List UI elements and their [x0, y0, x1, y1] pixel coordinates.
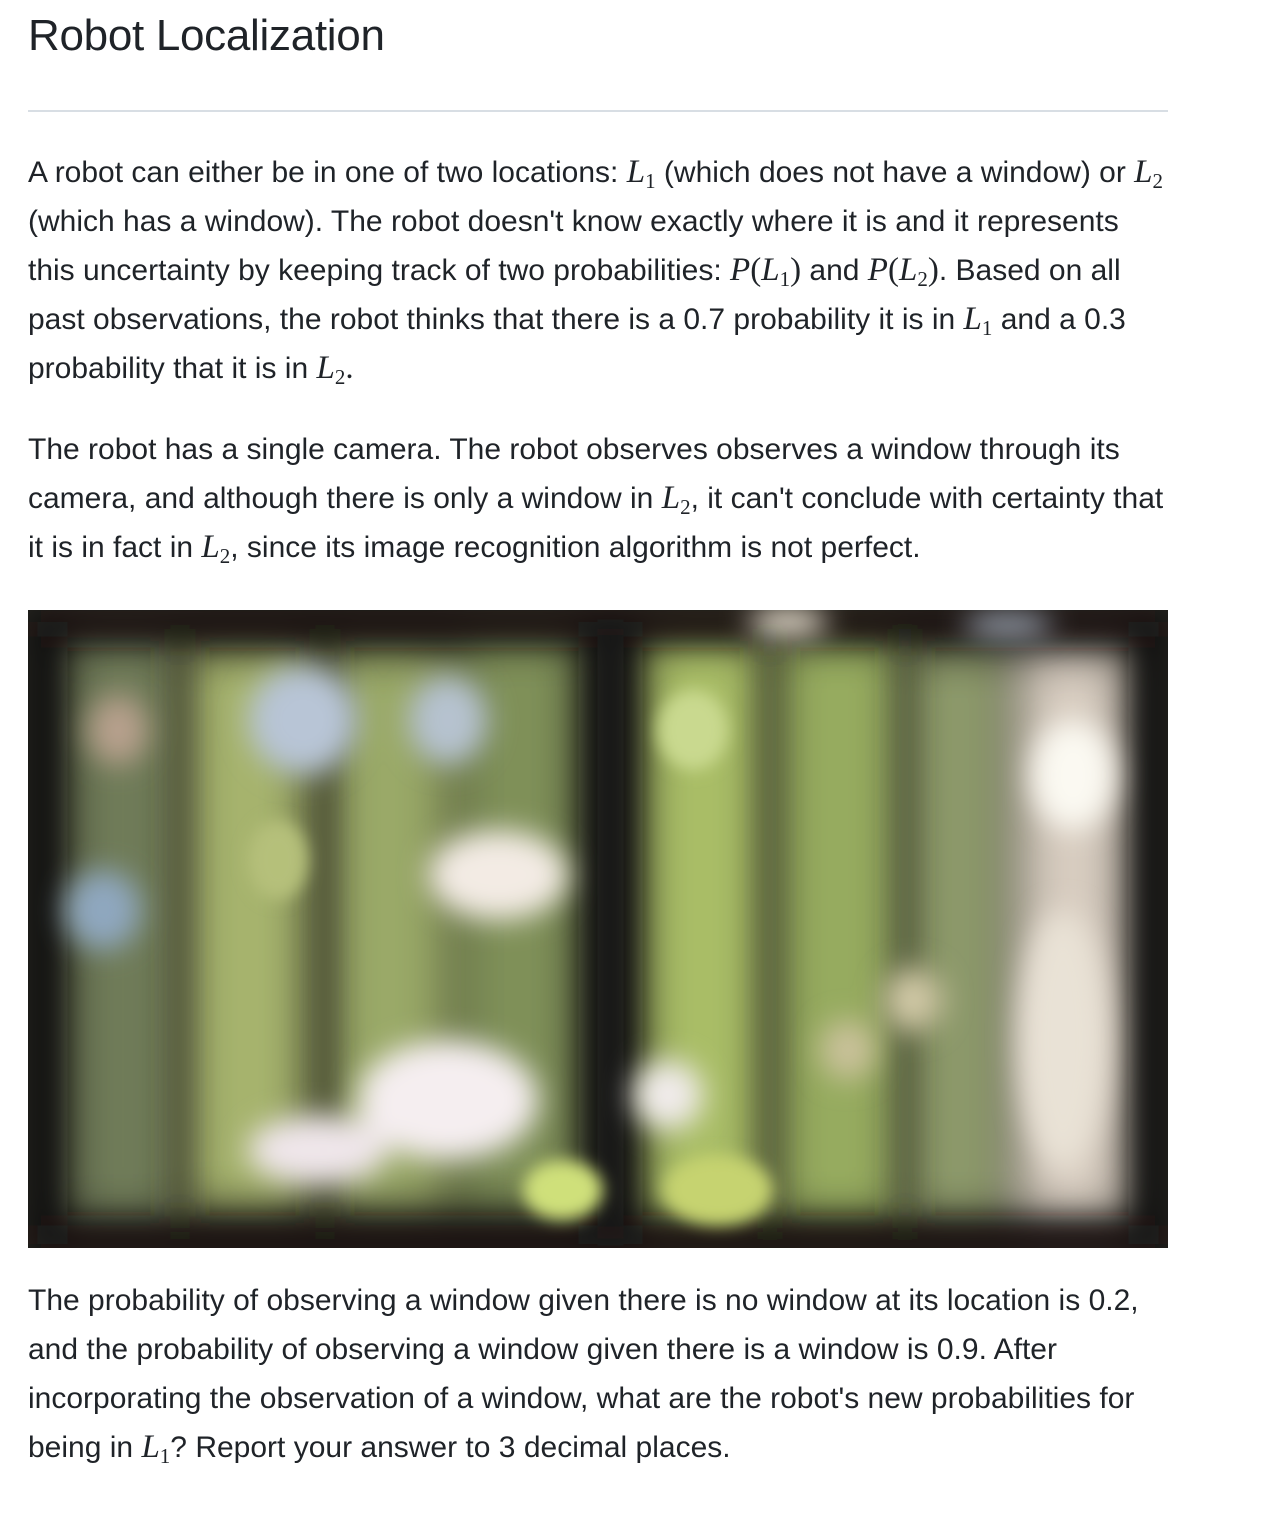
- text: probability it is in: [725, 303, 964, 336]
- text: , it can't conclude with certainty that it is in fact in: [28, 482, 1164, 564]
- text: and: [801, 254, 868, 287]
- blurred-window-photo: [28, 610, 1168, 1248]
- text: decimal places.: [515, 1431, 731, 1464]
- text: , and the probability of observing a window given there is a window is: [28, 1284, 1139, 1366]
- math-l1: $L_1$: [141, 1429, 171, 1468]
- text: (which has a window). The robot doesn't know exactly where it is and it represents this uncertainty by keeping track of two probabilities:: [28, 205, 1119, 287]
- math-p-l2: $P(L_2)$: [867, 252, 939, 291]
- prior-l1-value: 0.7: [683, 303, 726, 336]
- divider: [28, 110, 1168, 112]
- text: . After incorporating the observation of a window, what are the robot's new probabilities for being in: [28, 1333, 1135, 1464]
- math-l1: $L_1$: [626, 154, 656, 193]
- math-p-l1: $P(L_1)$: [730, 252, 802, 291]
- false-positive-value: 0.2: [1088, 1284, 1131, 1317]
- math-l2: $L_2$: [201, 529, 231, 568]
- page-title: Robot Localization: [28, 11, 385, 60]
- page: [28, 0, 1168, 1472]
- decimal-places-value: 3: [498, 1431, 516, 1464]
- text: and a: [992, 303, 1085, 336]
- math-l1: $L_1$: [963, 301, 993, 340]
- text: (which does not have a window) or: [655, 156, 1135, 189]
- math-l2: $L_2$: [1134, 154, 1164, 193]
- prior-l2-value: 0.3: [1084, 303, 1126, 336]
- text: , since its image recognition algorithm is not perfect.: [230, 531, 921, 564]
- true-positive-value: 0.9: [936, 1333, 979, 1366]
- text: . Based on all past observations, the robot thinks that there is a: [28, 254, 1121, 336]
- paragraph-camera: [28, 425, 1168, 572]
- text: probability that it is in: [28, 352, 317, 385]
- math-l2: $L_2$: [661, 480, 691, 519]
- paragraph-question: [28, 1276, 1168, 1472]
- text: ? Report your answer to: [170, 1431, 499, 1464]
- text: The probability of observing a window given there is no window at its location is: [28, 1284, 1089, 1317]
- text: A robot can either be in one of two locations:: [28, 156, 627, 189]
- math-l2: $L_2$.: [316, 350, 354, 389]
- paragraph-locations: [28, 148, 1168, 393]
- text: The robot has a single camera. The robot observes observes a window through its camera, and although there is only a window in: [28, 433, 1120, 515]
